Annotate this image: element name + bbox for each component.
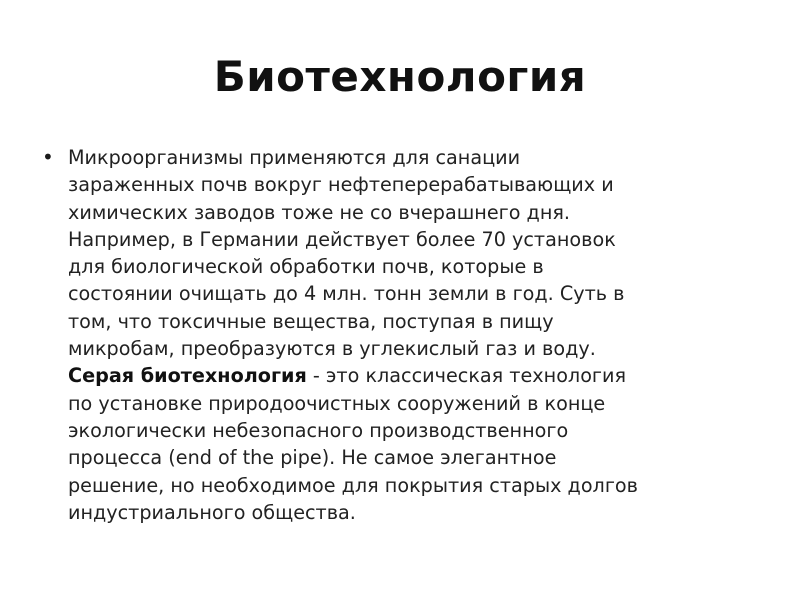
bullet-paragraph xyxy=(68,144,748,526)
bold-line-rest: - это классическая технология xyxy=(306,364,627,388)
paragraph-line: экологически небезопасного производственного xyxy=(68,418,569,442)
paragraph-line: микробам, преобразуются в углекислый газ и воду. xyxy=(68,337,596,361)
paragraph-line: процесса (end of the pipe). Не самое элегантное xyxy=(68,446,557,470)
slide-title: Биотехнология xyxy=(213,52,587,101)
paragraph-line: том, что токсичные вещества, поступая в пищу xyxy=(68,309,554,333)
paragraph-line: для биологической обработки почв, которые в xyxy=(68,255,544,279)
paragraph-line: индустриального общества. xyxy=(68,500,356,524)
paragraph-line: решение, но необходимое для покрытия старых долгов xyxy=(68,473,638,497)
paragraph-line: состоянии очищать до 4 млн. тонн земли в год. Суть в xyxy=(68,282,625,306)
paragraph-line: Например, в Германии действует более 70 установок xyxy=(68,227,616,251)
bold-term: Серая биотехнология xyxy=(68,364,307,388)
paragraph-line: химических заводов тоже не со вчерашнего дня. xyxy=(68,200,571,224)
bullet-dot-icon: • xyxy=(42,145,54,169)
paragraph-line: Микроорганизмы применяются для санации xyxy=(68,146,521,169)
slide-content xyxy=(40,144,760,526)
bullet-item xyxy=(40,144,760,526)
bold-term-line xyxy=(68,362,748,389)
paragraph-line: зараженных почв вокруг нефтеперерабатывающих и xyxy=(68,173,614,197)
paragraph-line: по установке природоочистных сооружений в конце xyxy=(68,391,606,415)
